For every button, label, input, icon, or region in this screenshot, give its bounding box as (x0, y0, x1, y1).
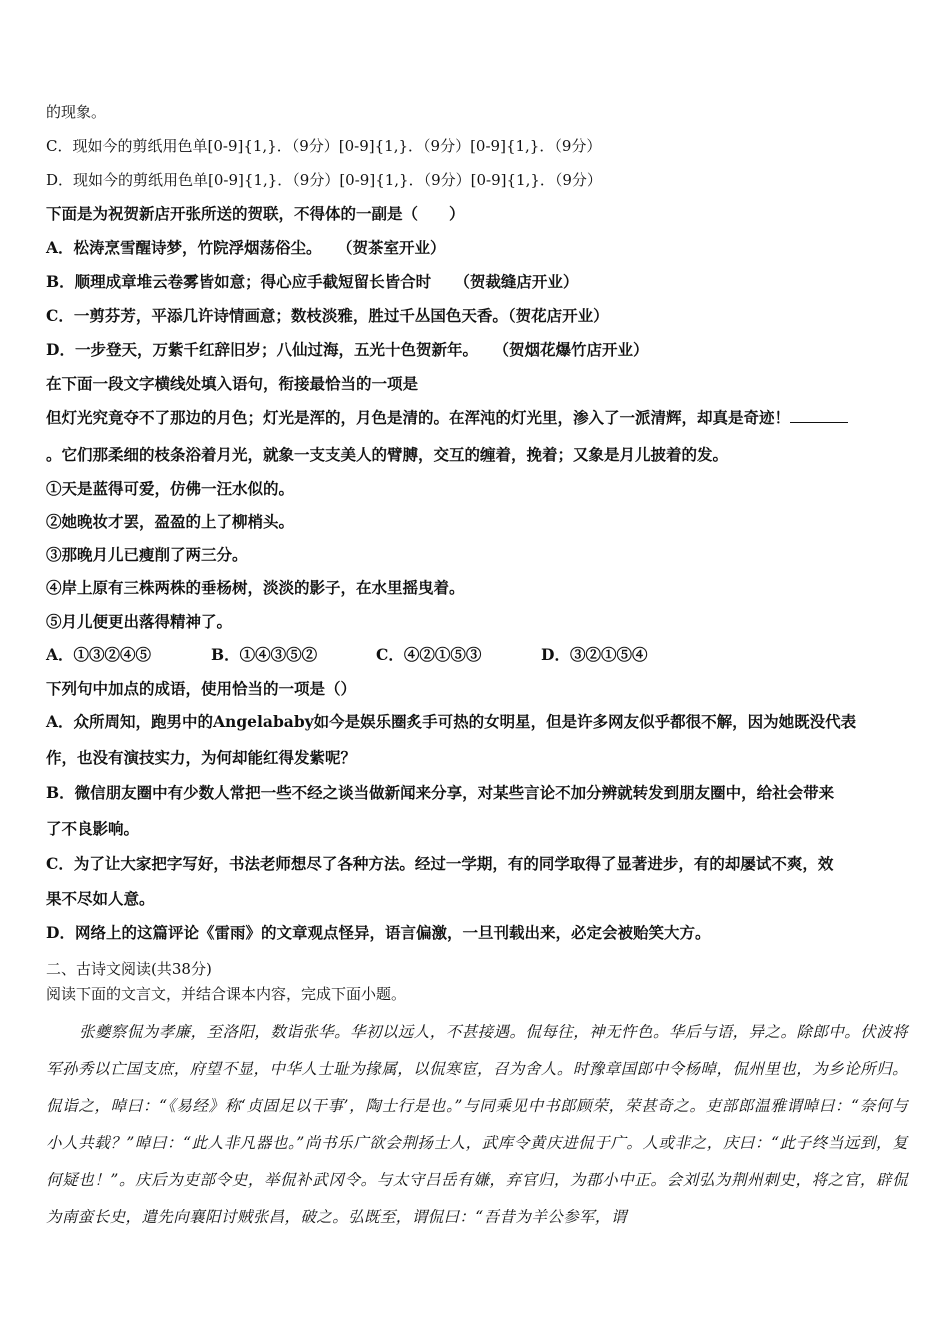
fill-sentence-2: ②她晚妆才罢，盈盈的上了柳梢头。 (46, 512, 295, 531)
idiom-option-b-line-1: B．微信朋友圈中有少数人常把一些不经之谈当做新闻来分享，对某些言论不加分辨就转发到朋友圈中，给社会带来 (46, 783, 835, 802)
fill-option-b: B．①④③⑤② (211, 645, 318, 664)
fill-option-d: D．③②①⑤④ (541, 645, 648, 664)
idiom-option-d: D．网络上的这篇评论《雷雨》的文章观点怪异，语言偏激，一旦刊载出来，必定会被贻笑大方。 (46, 923, 711, 942)
section-2-intro: 阅读下面的文言文，并结合课本内容，完成下面小题。 (46, 985, 407, 1003)
idiom-question-stem: 下列句中加点的成语，使用恰当的一项是（） (46, 679, 357, 698)
q-tail-option-c: C．现如今的剪纸用色单[0-9]{1,}．（9分）[0-9]{1,}．（9分）[0-9]{1,}．（9分） (46, 137, 602, 155)
fill-option-a: A．①③②④⑤ (46, 645, 152, 664)
couplet-option-d: D．一步登天，万紫千红辞旧岁；八仙过海，五光十色贺新年。 （贺烟花爆竹店开业） (46, 340, 649, 359)
idiom-option-b-line-2: 了不良影响。 (46, 819, 140, 838)
fill-sentence-5: ⑤月儿便更出落得精神了。 (46, 612, 233, 631)
couplet-question-stem: 下面是为祝贺新店开张所送的贺联，不得体的一副是（ ） (46, 204, 465, 223)
idiom-option-c-line-2: 果不尽如人意。 (46, 889, 155, 908)
fill-passage-line-1 (46, 407, 848, 429)
fill-question-stem: 在下面一段文字横线处填入语句，衔接最恰当的一项是 (46, 374, 419, 393)
couplet-option-c: C．一剪芬芳，平添几许诗情画意；数枝淡雅，胜过千丛国色天香。（贺花店开业） (46, 306, 609, 325)
q-tail-option-d: D．现如今的剪纸用色单[0-9]{1,}．（9分）[0-9]{1,}．（9分）[0-9]{1,}．（9分） (46, 171, 602, 189)
passage-paragraph: 张夔察侃为孝廉，至洛阳，数诣张华。华初以远人，不甚接遇。侃每往，神无忤色。华后与语，异之。除郎中。伏波将军孙秀以亡国支庶，府望不显，中华人士耻为掾属，以侃寒宦，召为舍人。时豫章国郎中令杨晫，侃州里也，为乡论所归。侃诣之，晫曰：“《易经》称‘贞固足以干事’，陶士行是也。”与同乘见中书郎顾荣，荣甚奇之。吏部郎温雅谓晫曰：“奈何与小人共载？”晫曰：“此人非凡器也。”尚书乐广欲会荆扬士人，武库令黄庆进侃于广。人或非之，庆曰：“此子终当远到，复何疑也！”。庆后为吏部令史，举侃补武冈令。与太守吕岳有嫌，弃官归，为郡小中正。会刘弘为荆州刺史，将之官，辟侃为南蛮长史，遣先向襄阳讨贼张昌，破之。弘既至，谓侃曰：“吾昔为羊公参军，谓 (46, 1023, 908, 1226)
q-tail-phenomenon: 的现象。 (46, 103, 107, 121)
classical-chinese-passage (46, 1014, 908, 1236)
fill-option-c: C．④②①⑤③ (376, 645, 482, 664)
idiom-option-c-line-1: C．为了让大家把字写好，书法老师想尽了各种方法。经过一学期，有的同学取得了显著进步，有的却屡试不爽，效 (46, 854, 834, 873)
couplet-option-a: A．松涛烹雪醒诗梦，竹院浮烟荡俗尘。 （贺茶室开业） (46, 238, 446, 257)
section-2-title: 二、古诗文阅读(共38分) (46, 960, 212, 978)
couplet-option-b: B．顺理成章堆云卷雾皆如意；得心应手截短留长皆合时 （贺裁缝店开业） (46, 272, 579, 291)
fill-passage-text-1: 但灯光究竟夺不了那边的月色；灯光是浑的，月色是清的。在浑沌的灯光里，渗入了一派清辉，却真是奇迹！ (46, 408, 791, 427)
fill-sentence-1: ①天是蓝得可爱，仿佛一汪水似的。 (46, 479, 295, 498)
idiom-option-a-line-2: 作，也没有演技实力，为何却能红得发紫呢？ (46, 748, 357, 767)
fill-sentence-4: ④岸上原有三株两株的垂杨树，淡淡的影子，在水里摇曳着。 (46, 578, 465, 597)
fill-passage-line-2: 。它们那柔细的枝条浴着月光，就象一支支美人的臂膊，交互的缠着，挽着；又象是月儿披着的发。 (46, 445, 729, 464)
idiom-option-a-line-1: A．众所周知，跑男中的Angelababy如今是娱乐圈炙手可热的女明星，但是许多网友似乎都很不解，因为她既没代表 (46, 712, 857, 731)
answer-blank (790, 408, 848, 423)
fill-options (46, 644, 647, 666)
fill-sentence-3: ③那晚月儿已瘦削了两三分。 (46, 545, 248, 564)
